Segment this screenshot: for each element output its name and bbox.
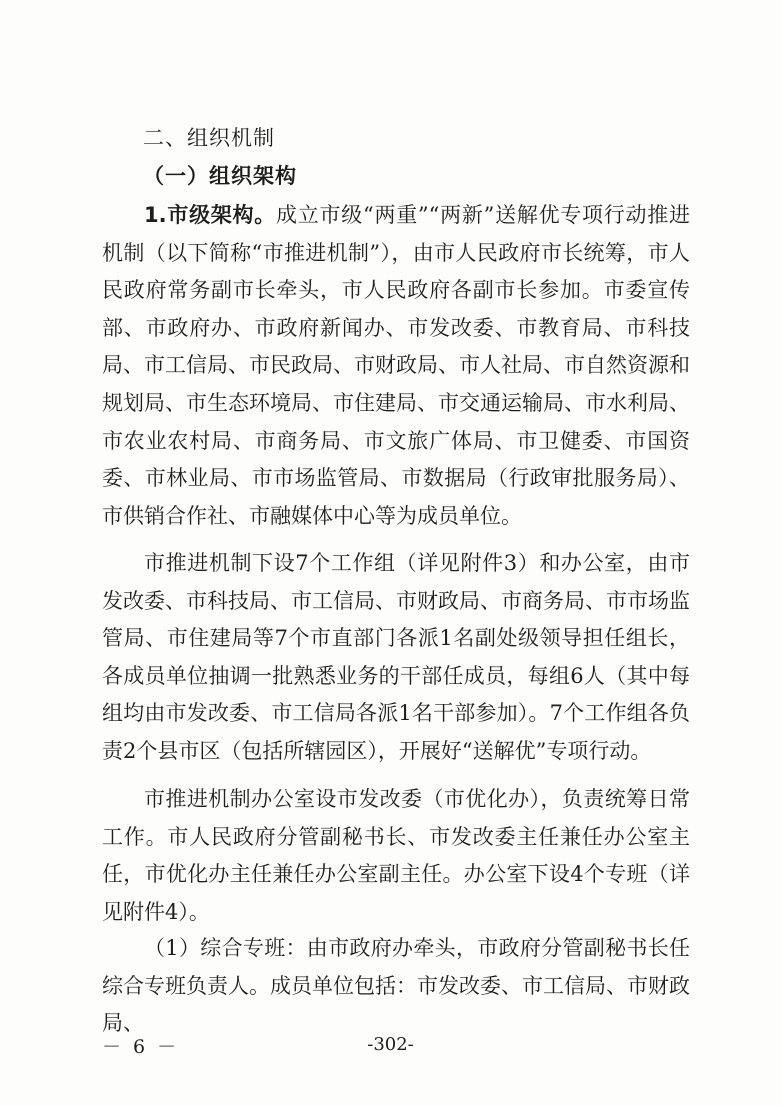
- page-number-global: -302-: [367, 1034, 414, 1055]
- paragraph-working-groups: 市推进机制下设7个工作组（详见附件3）和办公室，由市发改委、市科技局、市工信局、市财政局、市商务局、市市场监管局、市住建局等7个市直部门各派1名副处级领导担任组长，各成员单位抽调一批熟悉业务的干部任成员，每组6人（其中每组均由市发改委、市工信局各派1名干部参加）。7个工作组各负责2个县市区（包括所辖园区），开展好“送解优”专项行动。: [102, 551, 690, 763]
- paragraph-text: 成立市级“两重”“两新”送解优专项行动推进机制（以下简称“市推进机制”），由市人民政府市长统筹，市人民政府常务副市长牵头，市人民政府各副市长参加。市委宣传部、市政府办、市政府新闻办、市发改委、市教育局、市科技局、市工信局、市民政局、市财政局、市人社局、市自然资源和规划局、市生态环境局、市住建局、市交通运输局、市水利局、市农业农村局、市商务局、市文旅广体局、市卫健委、市国资委、市林业局、市市场监管局、市数据局（行政审批服务局）、市供销合作社、市融媒体中心等为成员单位。: [102, 203, 690, 528]
- paragraph-office: 市推进机制办公室设市发改委（市优化办），负责统筹日常工作。市人民政府分管副秘书长、市发改委主任兼任办公室主任，市优化办主任兼任办公室副主任。办公室下设4个专班（详见附件4）。: [102, 787, 690, 924]
- page-number-local: － 6 －: [102, 1036, 180, 1058]
- paragraph-lead: 1.市级架构。: [144, 203, 277, 227]
- section-heading: 二、组织机制: [143, 126, 275, 150]
- paragraph-comprehensive-team: （1）综合专班：由市政府办牵头，市政府分管副秘书长任综合专班负责人。成员单位包括：市发改委、市工信局、市财政局、: [102, 936, 690, 1036]
- paragraph-city-structure: [102, 197, 690, 535]
- subsection-heading: （一）组织架构: [143, 164, 297, 188]
